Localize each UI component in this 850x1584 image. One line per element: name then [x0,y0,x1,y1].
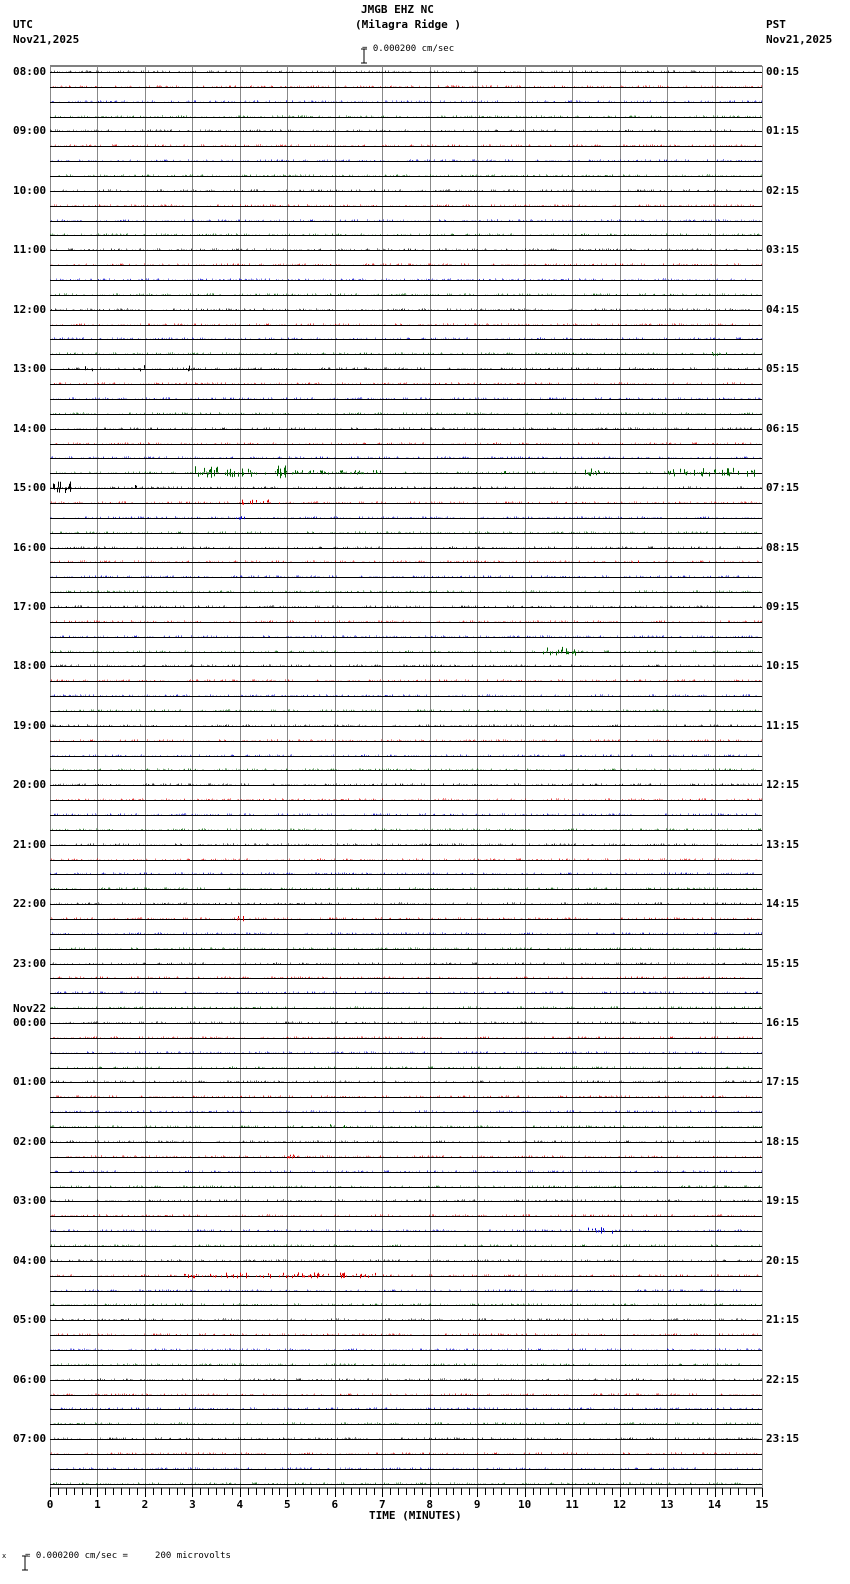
utc-hour-label: 04:00 [13,1253,47,1267]
pst-hour-label: 06:15 [766,421,800,435]
utc-hour-label: 13:00 [13,362,47,376]
x-tick-label: 1 [94,1498,101,1511]
pst-hour-label: 05:15 [766,362,800,376]
station-location: (Milagra Ridge ) [355,18,461,31]
utc-hour-label: 15:00 [13,481,47,495]
x-tick-label: 15 [755,1498,769,1511]
x-tick-label: 13 [660,1498,674,1511]
utc-hour-label: 17:00 [13,599,47,613]
pst-hour-label: 16:15 [766,1016,800,1030]
pst-hour-label: 13:15 [766,837,800,851]
pst-hour-label: 18:15 [766,1134,800,1148]
x-tick-label: 7 [378,1498,386,1511]
pst-hour-label: 04:15 [766,302,800,316]
utc-hour-label: 14:00 [13,421,47,435]
x-tick-label: 10 [518,1498,532,1511]
pst-hour-label: 01:15 [766,124,800,138]
pst-hour-label: 02:15 [766,183,800,197]
utc-hour-label: 19:00 [13,718,47,732]
pst-hour-label: 10:15 [766,659,800,673]
utc-hour-label: 07:00 [13,1432,47,1446]
utc-hour-label: 03:00 [13,1194,47,1208]
utc-hour-label: 09:00 [13,124,47,138]
footer-scale-text: = 0.000200 cm/sec = 200 microvolts [25,1551,231,1561]
pst-hour-label: 00:15 [766,65,800,78]
utc-hour-label: 16:00 [13,540,47,554]
pst-hour-label: 08:15 [766,540,800,554]
x-tick-label: 6 [331,1498,339,1511]
pst-hour-label: 09:15 [766,599,800,613]
footer-scale-bar-icon [11,1545,17,1561]
utc-hour-label: 22:00 [13,897,47,911]
x-tick-label: 5 [284,1498,291,1511]
right-date: Nov21,2025 [766,33,833,46]
pst-hour-label: 19:15 [766,1194,800,1208]
pst-hour-label: 21:15 [766,1313,800,1327]
pst-hour-label: 11:15 [766,718,800,732]
footer-prefix: x [2,1552,7,1560]
utc-date-label: Nov22 [13,1002,47,1016]
left-date: Nov21,2025 [13,33,80,46]
station-title: JMGB EHZ NC [361,3,434,16]
x-tick-label: 9 [473,1498,481,1511]
x-tick-label: 0 [46,1498,54,1511]
utc-hour-label: 08:00 [13,65,47,78]
x-tick-label: 8 [426,1498,434,1511]
pst-hour-label: 20:15 [766,1253,800,1267]
x-tick-label: 4 [236,1498,244,1511]
x-tick-label: 14 [707,1498,722,1511]
scale-text: = 0.000200 cm/sec [362,44,455,54]
pst-hour-label: 12:15 [766,778,800,792]
utc-hour-label: 06:00 [13,1372,47,1386]
pst-hour-label: 15:15 [766,956,800,970]
pst-hour-label: 07:15 [766,481,800,495]
utc-hour-label: 00:00 [13,1016,47,1030]
utc-hour-label: 10:00 [13,183,47,197]
utc-hour-label: 12:00 [13,302,47,316]
x-axis-label: TIME (MINUTES) [369,1509,462,1522]
x-tick-label: 3 [189,1498,196,1511]
utc-hour-label: 02:00 [13,1134,47,1148]
left-timezone: UTC [13,18,33,31]
utc-hour-label: 20:00 [13,778,47,792]
pst-hour-label: 17:15 [766,1075,800,1089]
utc-hour-label: 11:00 [13,243,47,257]
pst-hour-label: 03:15 [766,243,800,257]
pst-hour-label: 22:15 [766,1372,800,1386]
scale-bar-icon [350,38,356,54]
pst-hour-label: 23:15 [766,1432,800,1446]
x-tick-label: 12 [612,1498,627,1511]
pst-hour-label: 14:15 [766,897,800,911]
right-timezone: PST [766,18,786,31]
utc-hour-label: 18:00 [13,659,47,673]
utc-hour-label: 21:00 [13,837,47,851]
utc-hour-label: 05:00 [13,1313,47,1327]
x-tick-label: 2 [141,1498,149,1511]
utc-hour-label: 01:00 [13,1075,47,1089]
utc-hour-label: 23:00 [13,956,47,970]
x-tick-label: 11 [565,1498,579,1511]
